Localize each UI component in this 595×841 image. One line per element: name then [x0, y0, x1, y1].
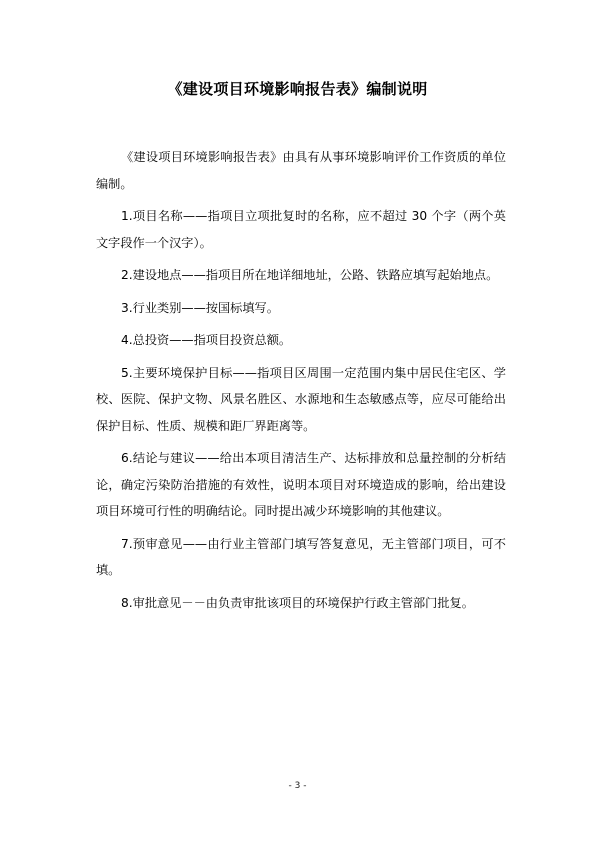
item-total-investment: 4.总投资——指项目投资总额。	[121, 333, 292, 347]
item-protection-targets: 5.主要环境保护目标——指项目区周围一定范围内集中居民住宅区、学校、医院、保护文物、风景名胜区、水源地和生态敏感点等，应尽可能给出保护目标、性质、规模和距厂界距离等。	[96, 365, 506, 433]
item-construction-site: 2.建设地点——指项目所在地详细地址，公路、铁路应填写起始地点。	[121, 268, 499, 282]
item-approval-opinion: 8.审批意见－－由负责审批该项目的环境保护行政主管部门批复。	[121, 595, 474, 610]
instructions-body	[96, 144, 506, 622]
page-title: 《建设项目环境影响报告表》编制说明	[167, 80, 428, 98]
item-conclusions: 6.结论与建议——给出本项目清洁生产、达标排放和总量控制的分析结论，确定污染防治措施的有效性，说明本项目对环境造成的影响，给出建设项目环境可行性的明确结论。同时提出减少环境影响的其他建议。	[96, 451, 506, 518]
intro-paragraph: 《建设项目环境影响报告表》由具有从事环境影响评价工作资质的单位编制。	[96, 150, 506, 191]
item-industry-category: 3.行业类别——按国标填写。	[121, 300, 279, 315]
item-pre-review-opinion: 7.预审意见——由行业主管部门填写答复意见，无主管部门项目，可不填。	[96, 536, 506, 577]
item-project-name: 1.项目名称——指项目立项批复时的名称，应不超过 30 个字（两个英文字段作一个汉字）。	[96, 209, 506, 250]
page-number: - 3 -	[288, 781, 307, 791]
